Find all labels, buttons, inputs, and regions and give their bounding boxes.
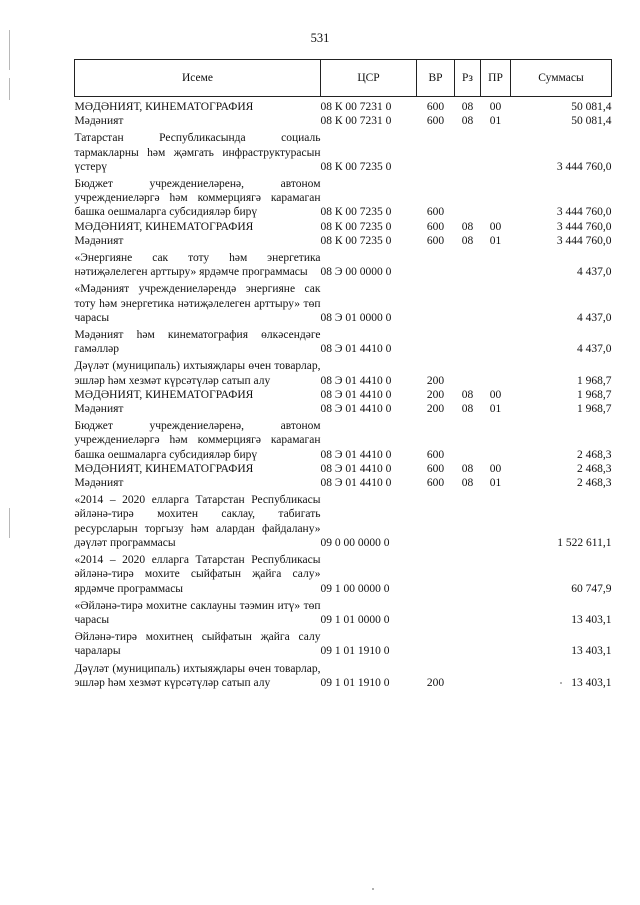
row-vr: 600 [426, 477, 445, 490]
row-rz [455, 493, 481, 550]
row-vr [417, 493, 455, 550]
row-name: МӘДӘНИЯТ, КИНЕМАТОГРАФИЯ [74, 101, 254, 113]
row-rz [455, 328, 481, 356]
row-name: Мәдәният [74, 477, 124, 490]
row-vr: 200 [426, 403, 445, 416]
row-sum: 1 522 611,1 [557, 536, 612, 549]
row-sum: 13 403,1 [571, 676, 612, 689]
row-sum: 3 444 760,0 [556, 234, 612, 247]
row-pr: 01 [489, 115, 502, 128]
row-vr [417, 599, 455, 627]
row-pr: 01 [489, 477, 502, 490]
row-sum: 4 437,0 [577, 343, 612, 356]
row-name: «Мәдәният учреждениеләрендә энергияне сак тоту һәм энергетика нәтиҗәлелеген арттыру» төп чарасы [74, 283, 321, 324]
row-csr: 08 Э 01 4410 0 [320, 462, 392, 475]
row-pr: 01 [489, 234, 502, 247]
row-pr: 00 [489, 220, 502, 233]
table-row [75, 476, 612, 490]
row-pr [481, 553, 511, 596]
row-rz [455, 177, 481, 220]
row-vr: 600 [426, 206, 445, 219]
row-pr [481, 493, 511, 550]
row-pr [481, 177, 511, 220]
row-csr: 08 Э 01 4410 0 [320, 477, 392, 490]
table-row [75, 328, 612, 356]
row-name: Мәдәният [74, 234, 124, 247]
row-vr: 600 [426, 115, 445, 128]
row-rz [455, 359, 481, 387]
row-pr: 00 [489, 101, 502, 113]
row-csr: 09 1 01 1910 0 [320, 676, 390, 689]
row-vr: 200 [426, 676, 445, 689]
row-rz: 08 [461, 115, 474, 128]
table-row [75, 100, 612, 114]
binding-mark-lower [9, 508, 10, 538]
row-csr: 08 К 00 7231 0 [320, 101, 392, 113]
budget-table [74, 59, 612, 690]
row-vr: 600 [426, 462, 445, 475]
row-pr [481, 359, 511, 387]
header-name: Исеме [75, 60, 321, 97]
table-row [75, 402, 612, 416]
row-csr: 08 Э 01 4410 0 [320, 403, 392, 416]
row-name: Дәүләт (муниципаль) ихтыяҗлары өчен товарлар, эшләр һәм хезмәт күрсәтүләр сатып алу [74, 662, 321, 689]
row-rz [455, 282, 481, 325]
table-row [75, 493, 612, 550]
row-sum: 13 403,1 [571, 645, 612, 658]
row-sum: 3 444 760,0 [556, 220, 612, 233]
row-csr: 08 Э 01 4410 0 [320, 388, 392, 401]
binding-mark-upper [9, 78, 10, 100]
row-csr: 08 Э 00 0000 0 [320, 266, 392, 279]
row-pr: 01 [489, 403, 502, 416]
row-rz [455, 553, 481, 596]
row-pr: 00 [489, 462, 502, 475]
page-number: 531 [310, 31, 330, 45]
row-csr: 08 Э 01 4410 0 [320, 374, 392, 387]
row-pr [481, 251, 511, 279]
row-rz: 08 [461, 477, 474, 490]
table-row [75, 662, 612, 690]
row-sum: 1 968,7 [577, 403, 612, 416]
row-name: Мәдәният [74, 115, 124, 128]
row-rz: 08 [461, 220, 474, 233]
header-rz: Рз [455, 60, 481, 97]
row-csr: 08 Э 01 0000 0 [320, 311, 392, 324]
row-vr [417, 251, 455, 279]
row-name: Мәдәният һәм кинематография өлкәсендәге гамәлләр [74, 329, 321, 356]
row-name: Мәдәният [74, 403, 124, 416]
table-row [75, 388, 612, 402]
table-row [75, 114, 612, 128]
table-row [75, 234, 612, 248]
row-name: МӘДӘНИЯТ, КИНЕМАТОГРАФИЯ [74, 388, 254, 401]
row-csr: 09 1 01 1910 0 [320, 645, 390, 658]
row-pr: 00 [489, 388, 502, 401]
table-row [75, 220, 612, 234]
row-name: Дәүләт (муниципаль) ихтыяҗлары өчен товарлар, эшләр һәм хезмәт күрсәтүләр сатып алу [74, 360, 321, 387]
row-sum: 1 968,7 [577, 374, 612, 387]
table-row [75, 599, 612, 627]
row-rz: 08 [461, 403, 474, 416]
row-sum: 3 444 760,0 [556, 160, 612, 173]
header-csr: ЦСР [321, 60, 417, 97]
scan-speck [372, 888, 374, 890]
row-vr [417, 131, 455, 174]
row-vr [417, 328, 455, 356]
row-name: Әйләнә-тирә мохитнең сыйфатын җайга салу чаралары [74, 631, 321, 658]
row-pr [481, 630, 511, 658]
row-name: Бюджет учреждениеләренә, автоном учреждениеләргә һәм коммерциягә карамаган башка оешмаларга субсидияләр бирү [74, 420, 321, 461]
table-header-row [75, 60, 612, 97]
row-sum: 50 081,4 [571, 115, 612, 128]
row-vr: 600 [426, 448, 445, 461]
row-vr: 600 [426, 234, 445, 247]
row-pr [481, 419, 511, 462]
row-name: «Энергияне сак тоту һәм энергетика нәтиҗәлелеген арттыру» ярдәмче программасы [74, 252, 321, 279]
row-rz: 08 [461, 388, 474, 401]
row-rz [455, 419, 481, 462]
table-row [75, 630, 612, 658]
row-csr: 09 0 00 0000 0 [320, 536, 390, 549]
table-row [75, 462, 612, 476]
row-pr [481, 328, 511, 356]
table-row [75, 282, 612, 325]
table-row [75, 553, 612, 596]
row-vr [417, 282, 455, 325]
row-sum: 3 444 760,0 [556, 206, 612, 219]
scan-speck [560, 682, 562, 684]
row-csr: 08 Э 01 4410 0 [320, 343, 392, 356]
row-csr: 08 К 00 7235 0 [320, 160, 392, 173]
row-pr [481, 662, 511, 690]
row-csr: 08 К 00 7235 0 [320, 234, 392, 247]
row-vr: 600 [426, 220, 445, 233]
row-rz: 08 [461, 101, 474, 113]
row-rz: 08 [461, 234, 474, 247]
row-sum: 50 081,4 [571, 101, 612, 113]
row-csr: 08 К 00 7231 0 [320, 115, 392, 128]
row-name: МӘДӘНИЯТ, КИНЕМАТОГРАФИЯ [74, 220, 254, 233]
row-csr: 08 Э 01 4410 0 [320, 448, 392, 461]
row-name: «Әйләнә-тирә мохитне саклауны тәэмин итү» төп чарасы [74, 599, 321, 626]
table-row [75, 251, 612, 279]
row-csr: 09 1 01 0000 0 [320, 613, 390, 626]
row-name: «2014 – 2020 елларга Татарстан Республикасы әйләнә-тирә мохите сыйфатын җайга салу» ярдәмче программасы [74, 554, 321, 595]
row-sum: 2 468,3 [577, 448, 612, 461]
row-vr: 600 [426, 101, 445, 113]
row-vr: 200 [426, 388, 445, 401]
row-csr: 08 К 00 7235 0 [320, 220, 392, 233]
header-sum: Суммасы [511, 60, 612, 97]
row-rz [455, 251, 481, 279]
table-row [75, 177, 612, 220]
table-row [75, 131, 612, 174]
row-sum: 1 968,7 [577, 388, 612, 401]
row-csr: 09 1 00 0000 0 [320, 582, 390, 595]
row-rz [455, 599, 481, 627]
row-name: МӘДӘНИЯТ, КИНЕМАТОГРАФИЯ [74, 462, 254, 475]
row-pr [481, 599, 511, 627]
row-sum: 4 437,0 [577, 311, 612, 324]
row-vr [417, 553, 455, 596]
row-name: Татарстан Республикасында социаль тармакларны һәм җәмгать инфраструктурасын үстерү [74, 132, 321, 173]
row-name: Бюджет учреждениеләренә, автоном учреждениеләргә һәм коммерциягә карамаган башка оешмаларга субсидияләр бирү [74, 178, 321, 219]
row-rz [455, 662, 481, 690]
row-rz: 08 [461, 462, 474, 475]
row-sum: 2 468,3 [577, 477, 612, 490]
row-rz [455, 630, 481, 658]
row-sum: 60 747,9 [571, 582, 612, 595]
row-vr: 200 [426, 374, 445, 387]
row-pr [481, 282, 511, 325]
table-row [75, 359, 612, 387]
row-pr [481, 131, 511, 174]
row-sum: 13 403,1 [571, 613, 612, 626]
row-csr: 08 К 00 7235 0 [320, 206, 392, 219]
table-row [75, 419, 612, 462]
row-sum: 4 437,0 [577, 266, 612, 279]
row-sum: 2 468,3 [577, 462, 612, 475]
header-pr: ПР [481, 60, 511, 97]
row-vr [417, 630, 455, 658]
row-name: «2014 – 2020 елларга Татарстан Республикасы әйләнә-тирә мохитен саклау, табигать ресурсларын торгызу һәм алардан файдалану» дәүләт программасы [74, 494, 321, 549]
row-rz [455, 131, 481, 174]
header-vr: ВР [417, 60, 455, 97]
